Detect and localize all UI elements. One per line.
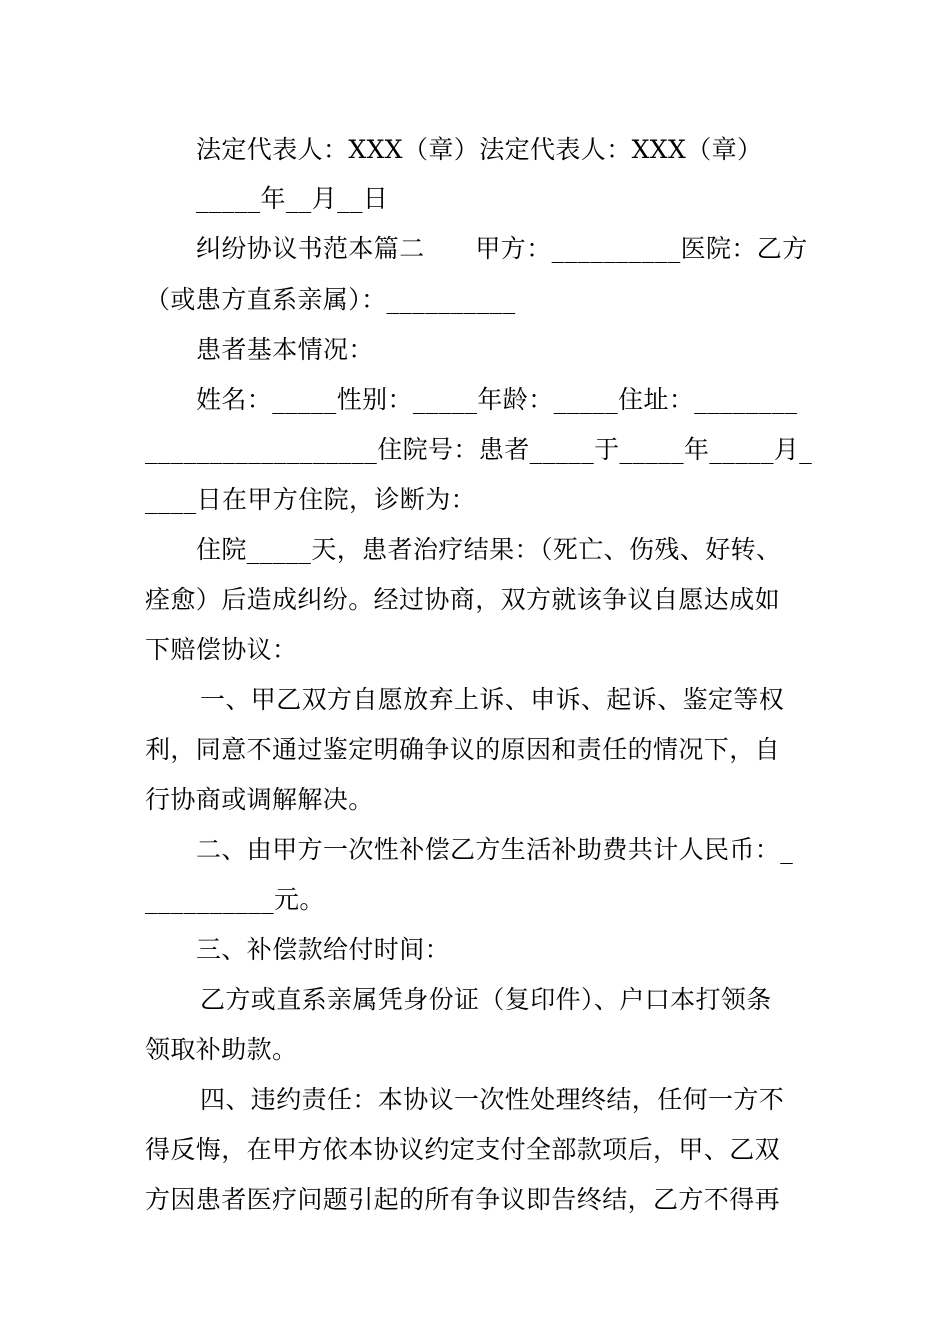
- paragraph-line: 领取补助款。: [145, 1035, 298, 1064]
- paragraph-line: 得反悔，在甲方依本协议约定支付全部款项后，甲、乙双: [145, 1135, 781, 1164]
- signature-line: 法定代表人：XXX（章）法定代表人：XXX（章）: [196, 135, 763, 164]
- paragraph-line: 方因患者医疗问题引起的所有争议即告终结，乙方不得再: [145, 1185, 781, 1214]
- paragraph-line: __________元。: [145, 885, 325, 914]
- date-line: _____年__月__日: [196, 184, 389, 213]
- paragraph-line: 住院_____天，患者治疗结果：（死亡、伤残、好转、: [196, 535, 782, 564]
- paragraph-line: （或患方直系亲属）：__________: [145, 285, 516, 314]
- paragraph-line: 利，同意不通过鉴定明确争议的原因和责任的情况下，自: [145, 735, 781, 764]
- paragraph-line: 乙方或直系亲属凭身份证（复印件）、户口本打领条: [200, 985, 772, 1014]
- paragraph-line: 行协商或调解解决。: [145, 785, 374, 814]
- paragraph-line: 姓名：_____性别：_____年龄：_____住址：________: [196, 385, 798, 414]
- section-title-line: 纠纷协议书范本篇二 甲方：__________医院：乙方: [196, 234, 808, 263]
- clause-one-line: 一、甲乙双方自愿放弃上诉、申诉、起诉、鉴定等权: [200, 685, 785, 714]
- clause-three-line: 三、补偿款给付时间：: [196, 935, 451, 964]
- paragraph-line: 痊愈）后造成纠纷。经过协商，双方就该争议自愿达成如: [145, 585, 781, 614]
- paragraph-line: __________________住院号：患者_____于_____年_____月_: [145, 435, 813, 464]
- clause-two-line: 二、由甲方一次性补偿乙方生活补助费共计人民币：_: [196, 835, 794, 864]
- paragraph-line: ____日在甲方住院，诊断为：: [145, 485, 477, 514]
- paragraph-line: 下赔偿协议：: [145, 635, 298, 664]
- heading-patient-info: 患者基本情况：: [196, 335, 374, 364]
- clause-four-line: 四、违约责任：本协议一次性处理终结，任何一方不: [200, 1085, 785, 1114]
